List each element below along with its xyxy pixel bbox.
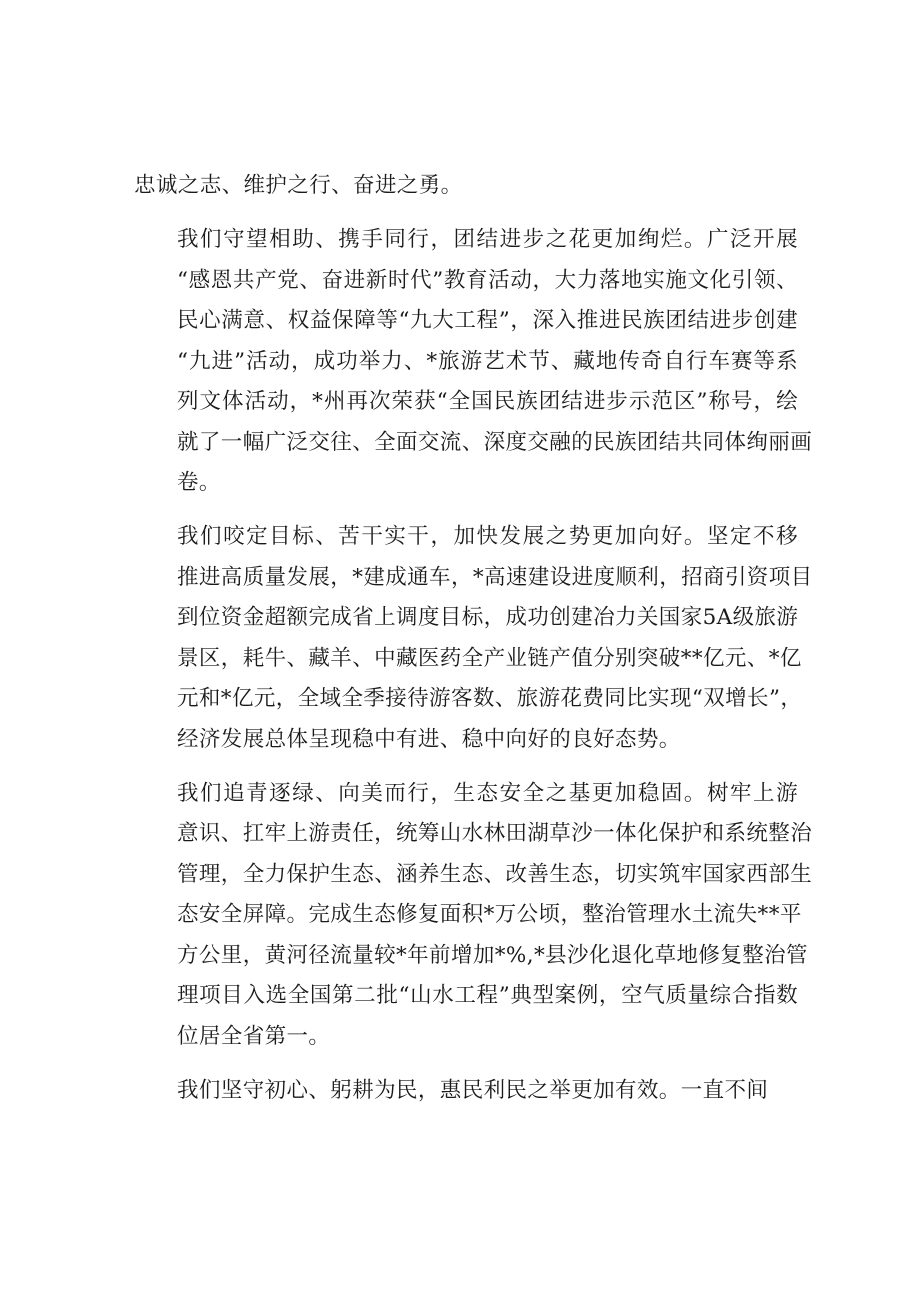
text-line: 就了一幅广泛交往、全面交流、深度交融的民族团结共同体绚丽画 (177, 429, 813, 455)
text-line: 景区，耗牛、藏羊、中藏医药全产业链产值分别突破**亿元、*亿 (177, 645, 802, 671)
text-line: 经济发展总体呈现稳中有进、稳中向好的良好态势。 (177, 726, 681, 752)
text-line: “感恩共产党、奋进新时代”教育活动，大力落地实施文化引领、 (177, 267, 798, 293)
text-line: “九进”活动，成功举力、*旅游艺术节、藏地传奇自行车赛等系 (177, 348, 798, 374)
text-line: 理项目入选全国第二批“山水工程”典型案例，空气质量综合指数 (177, 983, 798, 1008)
text-line: 我们守望相助、携手同行，团结进步之花更加绚烂。广泛开展 (177, 227, 798, 252)
text-line: 意识、扛牢上游责任，统筹山水林田湖草沙一体化保护和系统整治 (177, 821, 813, 846)
text-line: 列文体活动，*州再次荣获“全国民族团结进步示范区”称号，绘 (177, 389, 798, 414)
text-line: 我们坚守初心、躬耕为民，惠民利民之举更加有效。一直不间 (177, 1077, 769, 1103)
text-line: 我们咬定目标、苦干实干，加快发展之势更加向好。坚定不移 (177, 524, 798, 549)
text-line: 方公里，黄河径流量较*年前增加*%,*县沙化退化草地修复整治管 (177, 942, 808, 968)
document-body (134, 166, 813, 1125)
text-line: 卷。 (177, 470, 221, 495)
text-line: 管理，全力保护生态、涵养生态、改善生态，切实筑牢国家西部生 (177, 861, 813, 887)
text-line: 推进高质量发展，*建成通车，*高速建设进度顺利，招商引资项目 (177, 564, 813, 590)
paragraph (134, 166, 798, 207)
text-line: 民心满意、权益保障等“九大工程”，深入推进民族团结进步创建 (177, 308, 798, 333)
paragraph (134, 774, 813, 1058)
paragraph (134, 1071, 798, 1112)
paragraph (134, 517, 813, 760)
text-line: 位居全省第一。 (177, 1023, 331, 1049)
paragraph (134, 220, 813, 504)
text-line: 我们追青逐绿、向美而行，生态安全之基更加稳固。树牢上游 (177, 780, 798, 806)
text-line: 到位资金超额完成省上调度目标，成功创建冶力关国家5A级旅游 (177, 605, 799, 630)
text-line: 忠诚之志、维护之行、奋进之勇。 (134, 173, 463, 198)
text-line: 态安全屏障。完成生态修复面积*万公顷，整治管理水土流失**平 (177, 902, 802, 927)
text-line: 元和*亿元，全域全季接待游客数、旅游花费同比实现“双增长”， (177, 686, 803, 711)
